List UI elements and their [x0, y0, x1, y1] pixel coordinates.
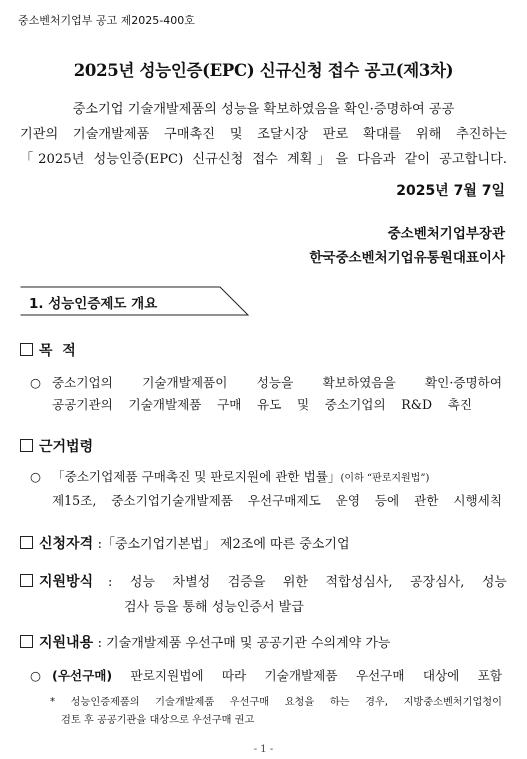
purpose-line-2: 공공기관의 기술개발제품 구매 유도 및 중소기업의 R&D 촉진	[52, 397, 472, 412]
notice-date: 2025년 7월 7일	[396, 183, 505, 199]
circle-bullet-icon: ○	[30, 375, 41, 390]
intro-line-1: 중소기업 기술개발제품의 성능을 확보하였음을 확인·증명하여 공공	[72, 102, 455, 117]
method-heading-text: 지원방식	[39, 574, 94, 590]
support-text: : 기술개발제품 우선구매 및 공공기관 수의계약 가능	[97, 636, 391, 651]
footnote	[50, 694, 502, 730]
priority-purchase-text: 판로지원법에 따라 기술개발제품 우선구매 대상에 포함	[130, 668, 502, 683]
page-number: - 1 -	[253, 744, 274, 755]
eligibility-heading	[20, 533, 350, 553]
support-heading	[20, 632, 390, 652]
method-line-1: : 성능 차별성 검증을 위한 적합성심사, 공장심사, 성능	[108, 575, 507, 590]
eligibility-text: :「중소기업기본법」 제2조에 따른 중소기업	[97, 537, 350, 552]
document-title: 2025년 성능인증(EPC) 신규신청 접수 공고(제3차)	[73, 61, 454, 80]
footnote-line-2: 검토 후 공공기관을 대상으로 우선구매 권고	[61, 715, 255, 726]
section-header	[20, 286, 250, 316]
legal-basis-bullet	[30, 466, 502, 512]
checkbox-square-icon	[20, 536, 33, 549]
checkbox-square-icon	[20, 574, 33, 587]
section-title: 1. 성능인증제도 개요	[29, 296, 158, 312]
checkbox-square-icon	[20, 635, 33, 648]
legal-basis-heading-text: 근거법령	[39, 439, 94, 455]
circle-bullet-icon: ○	[30, 469, 41, 484]
eligibility-heading-text: 신청자격	[39, 536, 94, 552]
intro-paragraph	[20, 97, 507, 172]
support-heading-text: 지원내용	[39, 635, 94, 651]
signatory-minister: 중소벤처기업부장관	[387, 226, 505, 242]
purpose-bullet	[30, 372, 502, 416]
legal-basis-line-2: 제15조, 중소기업기술개발제품 우선구매제도 운영 등에 관한 시행세칙	[52, 493, 502, 508]
priority-purchase-bullet	[30, 665, 502, 687]
priority-purchase-line	[52, 665, 502, 687]
intro-line-2: 기관의 기술개발제품 구매촉진 및 조달시장 판로 확대를 위해 추진하는	[20, 127, 507, 142]
footnote-line-1: * 성능인증제품의 기술개발제품 우선구매 요청을 하는 경우, 지방중소벤처기업청이	[50, 697, 502, 708]
checkbox-square-icon	[20, 439, 33, 452]
signatory-agency: 한국중소벤처기업유통원대표이사	[309, 250, 505, 266]
method-line-2: 검사 등을 통해 성능인증서 발급	[124, 600, 304, 615]
legal-basis-heading	[20, 436, 93, 456]
purpose-line-1: 중소기업의 기술개발제품이 성능을 확보하였음을 확인·증명하여	[52, 375, 502, 390]
method-heading	[20, 571, 507, 591]
priority-purchase-label: (우선구매)	[52, 668, 113, 683]
law-abbreviation: (이하 “판로지원법”)	[340, 473, 430, 484]
law-name: 「중소기업제품 구매촉진 및 판로지원에 관한 법률」	[52, 469, 341, 484]
purpose-heading	[20, 340, 76, 360]
intro-line-3: 「2025년 성능인증(EPC) 신규신청 접수 계획」을 다음과 같이 공고합니다.	[20, 152, 507, 167]
purpose-heading-text: 목 적	[39, 343, 76, 359]
circle-bullet-icon: ○	[30, 668, 41, 683]
legal-basis-line-1	[52, 466, 502, 490]
notice-number: 중소벤처기업부 공고 제2025-400호	[18, 14, 195, 27]
checkbox-square-icon	[20, 343, 33, 356]
